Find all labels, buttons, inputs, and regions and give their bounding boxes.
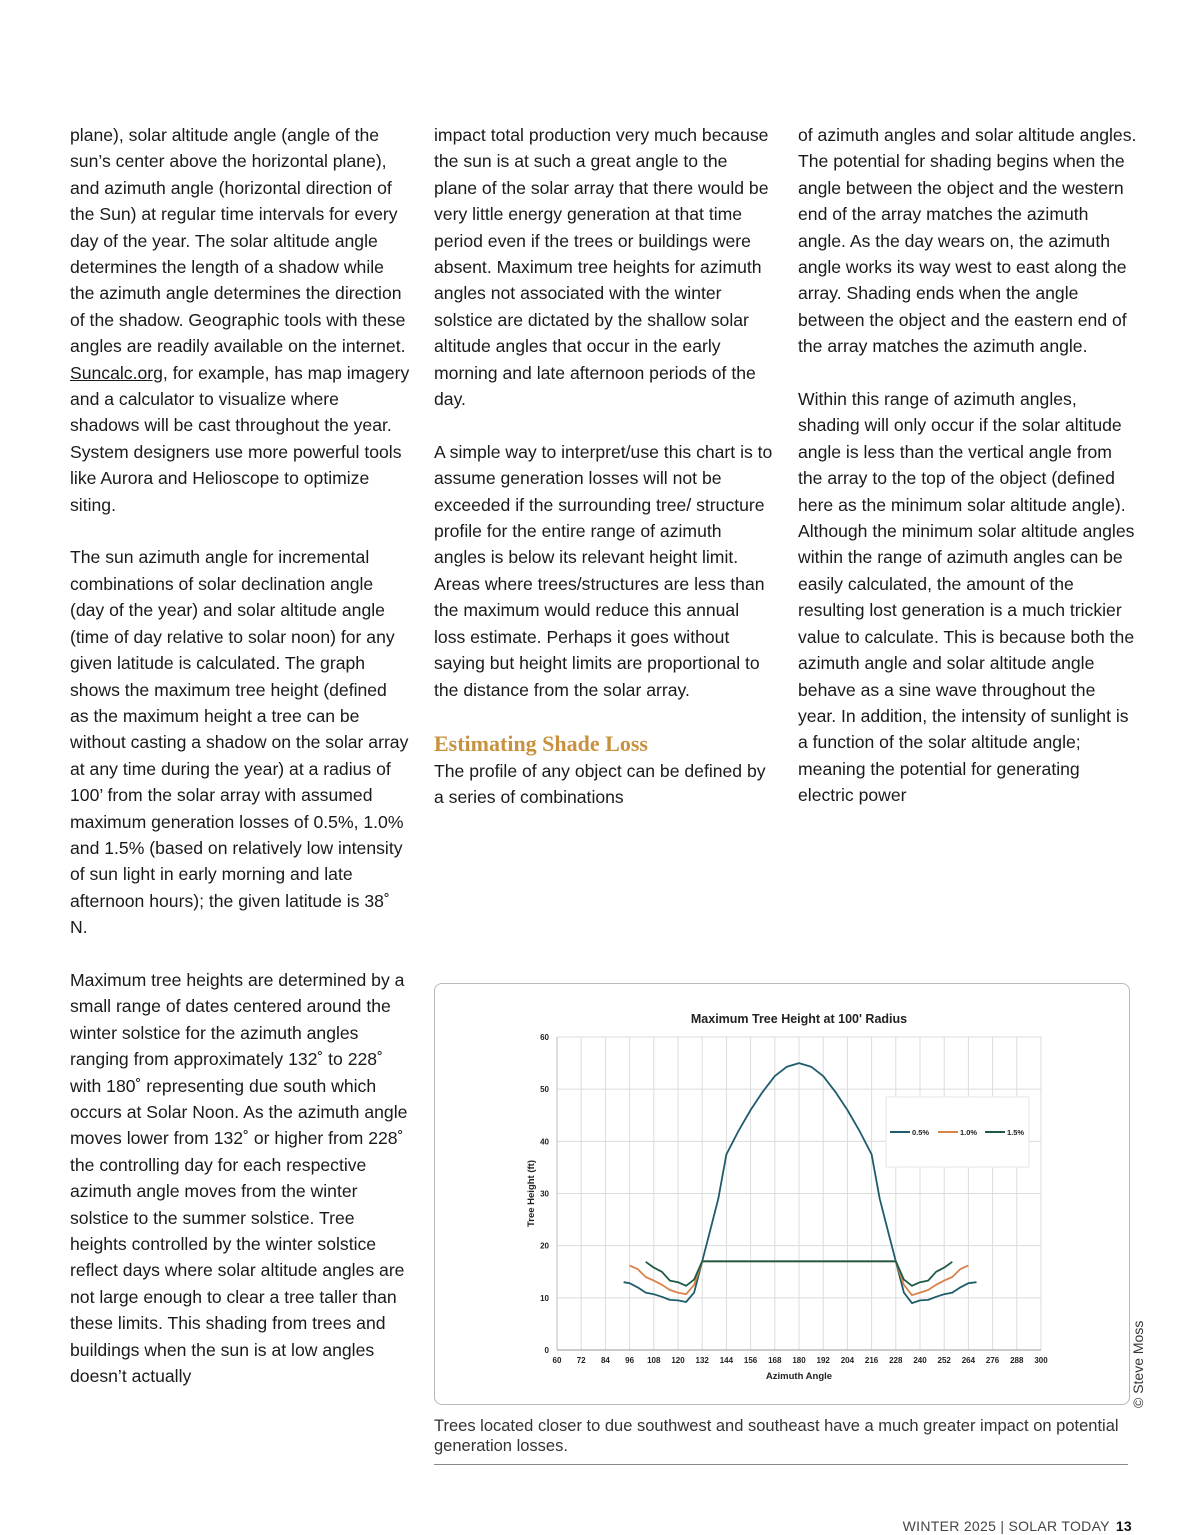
legend-label: 1.5% <box>1007 1128 1025 1137</box>
x-tick-label: 180 <box>792 1356 806 1365</box>
y-axis-label: Tree Height (ft) <box>526 1159 537 1228</box>
x-tick-label: 156 <box>743 1356 758 1365</box>
x-tick-label: 108 <box>647 1356 661 1365</box>
chart-title: Maximum Tree Height at 100' Radius <box>690 1012 908 1026</box>
text-column-2 <box>434 122 774 811</box>
x-axis-label: Azimuth Angle <box>765 1371 833 1382</box>
x-tick-label: 144 <box>719 1356 734 1365</box>
figure-caption: Trees located closer to due southwest and southeast have a much greater impact on potential generation losses. <box>434 1416 1128 1465</box>
x-tick-label: 300 <box>1034 1356 1048 1365</box>
x-tick-label: 96 <box>625 1356 635 1365</box>
tree-height-chart <box>435 984 1129 1404</box>
paragraph: The profile of any object can be defined by a series of combinations <box>434 760 766 808</box>
text-column-1 <box>70 122 410 1389</box>
y-tick-label: 50 <box>540 1085 549 1095</box>
y-tick-label: 60 <box>540 1033 549 1042</box>
paragraph: Maximum tree heights are determined by a small range of dates centered around the winter solstice for the azimuth angles ranging from approximately 132˚ to 228˚ with 180˚ representing due south which occurs at Solar Noon. As the azimuth angle moves lower from 132˚ or higher from 228˚ the controlling day for each respective azimuth angle moves from the winter solstice to the summer solstice. Tree heights controlled by the winter solstice reflect days where solar altitude angles are not large enough to clear a tree taller than these limits. This shading from trees and buildings when the sun is at low angles doesn’t actually <box>70 969 408 1387</box>
x-tick-label: 132 <box>695 1356 709 1365</box>
x-tick-label: 276 <box>985 1356 1000 1365</box>
x-tick-label: 84 <box>600 1356 610 1365</box>
section-heading: Estimating Shade Loss <box>434 731 648 757</box>
x-tick-label: 168 <box>768 1356 782 1365</box>
x-tick-label: 240 <box>913 1356 927 1365</box>
x-tick-label: 192 <box>816 1356 830 1365</box>
paragraph: Within this range of azimuth angles, shading will only occur if the solar altitude angle is less than the vertical angle from the array to the top of the object (defined here as the minimum solar altitude angle). Although the minimum solar altitude angles within the range of azimuth angles can be easily calculated, the amount of the resulting lost generation is a much trickier value to calculate. This is because both the azimuth angle and solar altitude angle behave as a sine wave throughout the year. In addition, the intensity of sunlight is a function of the solar altitude angle; meaning the potential for generating electric power <box>798 389 1135 806</box>
x-tick-label: 60 <box>552 1356 562 1365</box>
x-tick-label: 288 <box>1010 1356 1024 1365</box>
x-tick-label: 120 <box>671 1356 685 1365</box>
y-tick-label: 20 <box>540 1241 549 1251</box>
chart-container <box>434 983 1130 1405</box>
paragraph: A simple way to interpret/use this chart is to assume generation losses will not be exceeded if the surrounding tree/ structure profile for the entire range of azimuth angles is below its relevant height limit. Areas where trees/structures are less than the maximum would reduce this annual loss estimate. Perhaps it goes without saying but height limits are proportional to the distance from the solar array. <box>434 441 773 700</box>
page-footer <box>903 1518 1132 1534</box>
x-tick-label: 252 <box>937 1356 951 1365</box>
paragraph: plane), solar altitude angle (angle of the sun’s center above the horizontal plane), and azimuth angle (horizontal direction of the Sun) at regular time intervals for every day of the year. The solar altitude angle determines the length of a shadow while the azimuth angle determines the direction of the shadow. Geographic tools with these angles are readily available on the internet. Suncalc.org, for example, has map imagery and a calculator to visualize where shadows will be cast throughout the year. System designers use more powerful tools like Aurora and Helioscope to optimize siting. <box>70 125 410 515</box>
legend-label: 1.0% <box>960 1128 978 1137</box>
y-tick-label: 0 <box>544 1346 549 1355</box>
paragraph: The sun azimuth angle for incremental combinations of solar declination angle (day of the year) and solar altitude angle (time of day relative to solar noon) for any given latitude is calculated. The graph shows the maximum tree height (defined as the maximum height a tree can be without casting a shadow on the solar array at any time during the year) at a radius of 100’ from the solar array with assumed maximum generation losses of 0.5%, 1.0% and 1.5% (based on relatively low intensity of sun light in early morning and late afternoon hours); the given latitude is 38˚ N. <box>70 547 409 938</box>
y-tick-label: 10 <box>540 1293 549 1303</box>
suncalc-link[interactable]: Suncalc.org <box>70 362 163 383</box>
x-tick-label: 228 <box>889 1356 903 1365</box>
paragraph: impact total production very much because the sun is at such a great angle to the plane of the solar array that there would be very little energy generation at that time period even if the trees or buildings were absent. Maximum tree heights for azimuth angles not associated with the winter solstice are dictated by the shallow solar altitude angles that occur in the early morning and late afternoon periods of the day. <box>434 125 769 410</box>
x-tick-label: 216 <box>864 1356 879 1365</box>
legend-label: 0.5% <box>912 1128 930 1137</box>
x-tick-label: 72 <box>576 1356 586 1365</box>
photo-credit: © Steve Moss <box>1130 1320 1146 1408</box>
paragraph: of azimuth angles and solar altitude angles. The potential for shading begins when the angle between the object and the western end of the array matches the azimuth angle. As the day wears on, the azimuth angle works its way west to east along the array. Shading ends when the angle between the object and the eastern end of the array matches the azimuth angle. <box>798 125 1137 357</box>
page-number: 13 <box>1115 1518 1132 1534</box>
y-tick-label: 30 <box>540 1189 549 1199</box>
x-tick-label: 204 <box>840 1356 855 1365</box>
footer-issue: WINTER 2025 | SOLAR TODAY <box>902 1518 1110 1534</box>
text-column-3 <box>798 122 1138 809</box>
x-tick-label: 264 <box>961 1356 976 1365</box>
y-tick-label: 40 <box>540 1137 549 1147</box>
